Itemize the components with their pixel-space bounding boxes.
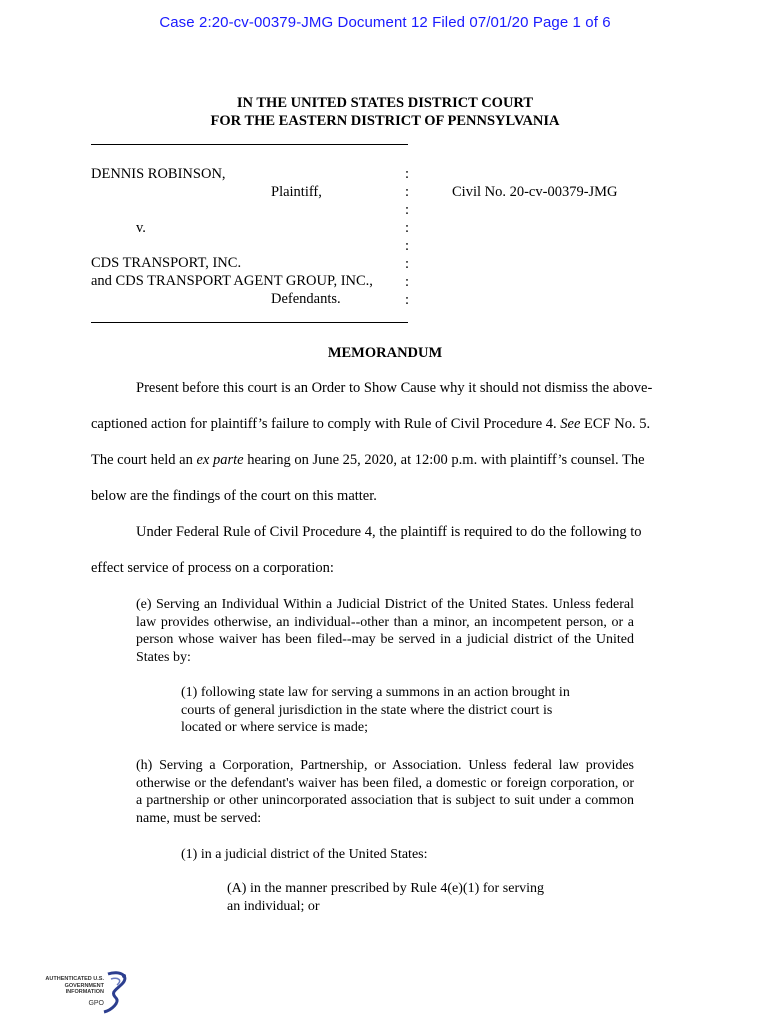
- plaintiff-name: DENNIS ROBINSON,: [91, 166, 226, 182]
- body-line-3: [91, 452, 645, 469]
- ex-parte-term: ex parte: [196, 452, 244, 468]
- body-text: The court held an: [91, 452, 197, 468]
- caption-colon: :: [405, 184, 410, 200]
- defendant-1: CDS TRANSPORT, INC.: [91, 255, 242, 271]
- civil-number: Civil No. 20-cv-00379-JMG: [452, 184, 618, 200]
- court-name-line1: IN THE UNITED STATES DISTRICT COURT: [236, 95, 534, 111]
- memorandum-title: MEMORANDUM: [327, 345, 443, 361]
- gpo-authentication-text: AUTHENTICATED U.S. GOVERNMENT INFORMATION: [45, 976, 104, 995]
- body-line-1: Present before this court is an Order to Show Cause why it should not dismiss the above-: [136, 380, 653, 396]
- caption-colon: :: [405, 256, 410, 272]
- gpo-text: GPO: [88, 1000, 104, 1007]
- quote-rule-4e: (e) Serving an Individual Within a Judicial District of the United States. Unless federal law provides otherwise, an individual--other than a minor, an incompetent person, or a person whose waiver has been filed--may be served in a judicial district of the United States by:: [136, 597, 634, 665]
- caption-colon: :: [405, 220, 410, 236]
- caption-top-rule: [91, 144, 408, 145]
- defendant-2: and CDS TRANSPORT AGENT GROUP, INC.,: [91, 273, 373, 289]
- see-signal: See: [560, 416, 581, 432]
- body-line-5: Under Federal Rule of Civil Procedure 4, the plaintiff is required to do the following to: [136, 524, 642, 540]
- case-header-stamp: Case 2:20-cv-00379-JMG Document 12 Filed 07/01/20 Page 1 of 6: [159, 14, 611, 31]
- plaintiff-role: Plaintiff,: [271, 184, 322, 200]
- body-line-4: below are the findings of the court on this matter.: [91, 488, 377, 504]
- caption-colon: :: [405, 202, 410, 218]
- caption-colon: :: [405, 274, 410, 290]
- caption-colon: :: [405, 238, 410, 254]
- gpo-authentication-logo: [42, 970, 132, 1016]
- caption-bottom-rule: [91, 322, 408, 323]
- body-text: ECF No. 5.: [580, 416, 651, 432]
- gpo-eagle-icon: [102, 970, 132, 1014]
- caption-colon: :: [405, 292, 410, 308]
- body-line-6: effect service of process on a corporation:: [91, 560, 334, 576]
- quote-rule-4hA: (A) in the manner prescribed by Rule 4(e)(1) for serving an individual; or: [227, 881, 544, 914]
- quote-rule-4h: (h) Serving a Corporation, Partnership, or Association. Unless federal law provides otherwise or the defendant's waiver has been filed, a domestic or foreign corporation, or a partnership or other unincorporated association that is subject to suit under a common name, must be served:: [136, 758, 634, 826]
- body-line-2: [91, 416, 650, 433]
- court-name-line2: FOR THE EASTERN DISTRICT OF PENNSYLVANIA: [210, 113, 560, 129]
- defendant-role: Defendants.: [271, 291, 341, 307]
- quote-rule-4h1: (1) in a judicial district of the United States:: [181, 847, 428, 862]
- caption-colon: :: [405, 166, 410, 182]
- quote-rule-4e1: (1) following state law for serving a summons in an action brought in courts of general jurisdiction in the state where the district court is located or where service is made;: [181, 685, 570, 735]
- body-text: hearing on June 25, 2020, at 12:00 p.m. with plaintiff’s counsel. The: [243, 452, 645, 468]
- versus: v.: [136, 220, 146, 236]
- body-text: captioned action for plaintiff’s failure to comply with Rule of Civil Procedure 4.: [91, 416, 561, 432]
